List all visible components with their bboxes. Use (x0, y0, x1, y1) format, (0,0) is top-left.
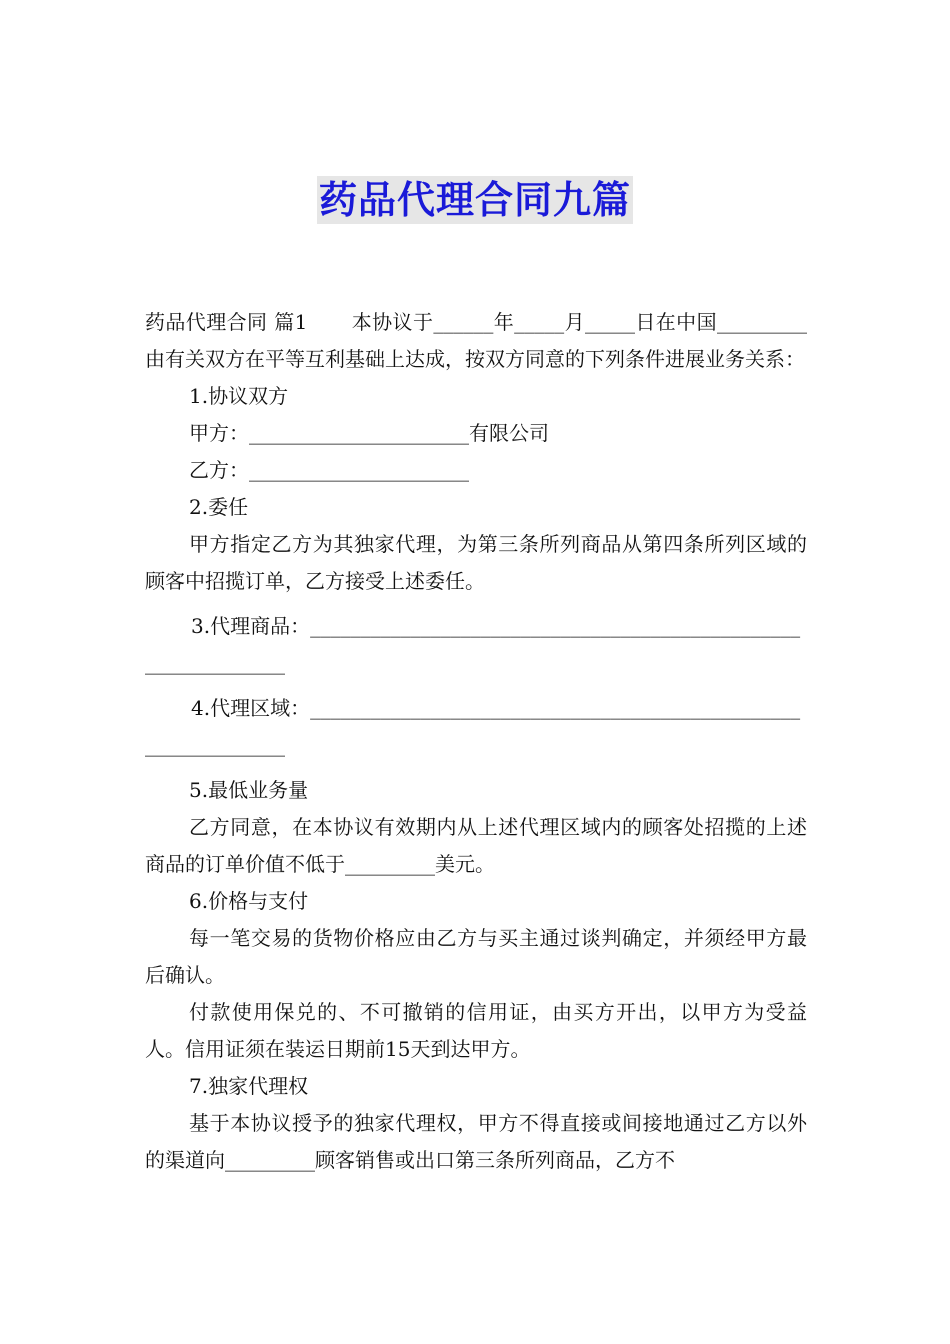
intro-text-2: ______由有关双方在平等互利基础上达成，按双方同意的下列条件进展业务关系： (145, 310, 807, 371)
section-6-text-2: 付款使用保兑的、不可撤销的信用证，由买方开出，以甲方为受益人。信用证须在装运日期前15天到达甲方。 (145, 1000, 807, 1061)
intro-paragraph (145, 304, 807, 378)
intro-text-1: 本协议于______年_____月_____日在中国___ (351, 310, 747, 334)
section-2-heading: 2.委任 (189, 495, 249, 519)
document-title: 药品代理合同九篇 (318, 178, 631, 222)
party-b-line: 乙方：______________________ (189, 458, 469, 482)
section-7-heading: 7.独家代理权 (189, 1074, 309, 1098)
section-7-text: 基于本协议授予的独家代理权，甲方不得直接或间接地通过乙方以外的渠道向_________顾客销售或出口第三条所列商品，乙方不 (145, 1111, 807, 1172)
section-1-heading: 1.协议双方 (189, 384, 289, 408)
section-5-heading: 5.最低业务量 (189, 778, 309, 802)
section-2-text: 甲方指定乙方为其独家代理，为第三条所列商品从第四条所列区域的顾客中招揽订单，乙方接受上述委任。 (145, 532, 807, 593)
title-container (0, 176, 950, 224)
section-4-line: 4.代理区域：_________________________________________________ (191, 696, 801, 720)
section-3-continuation: ______________ (145, 651, 285, 675)
party-a-line: 甲方：______________________有限公司 (189, 421, 549, 445)
intro-heading: 药品代理合同 篇1 (145, 310, 308, 334)
document-body (145, 304, 807, 1179)
section-4-continuation: ______________ (145, 733, 285, 757)
section-5-text: 乙方同意，在本协议有效期内从上述代理区域内的顾客处招揽的上述商品的订单价值不低于_________美元。 (145, 815, 807, 876)
section-6-heading: 6.价格与支付 (189, 889, 309, 913)
section-6-text-1: 每一笔交易的货物价格应由乙方与买主通过谈判确定，并须经甲方最后确认。 (145, 926, 807, 987)
section-3-line: 3.代理商品：_________________________________________________ (191, 614, 801, 638)
